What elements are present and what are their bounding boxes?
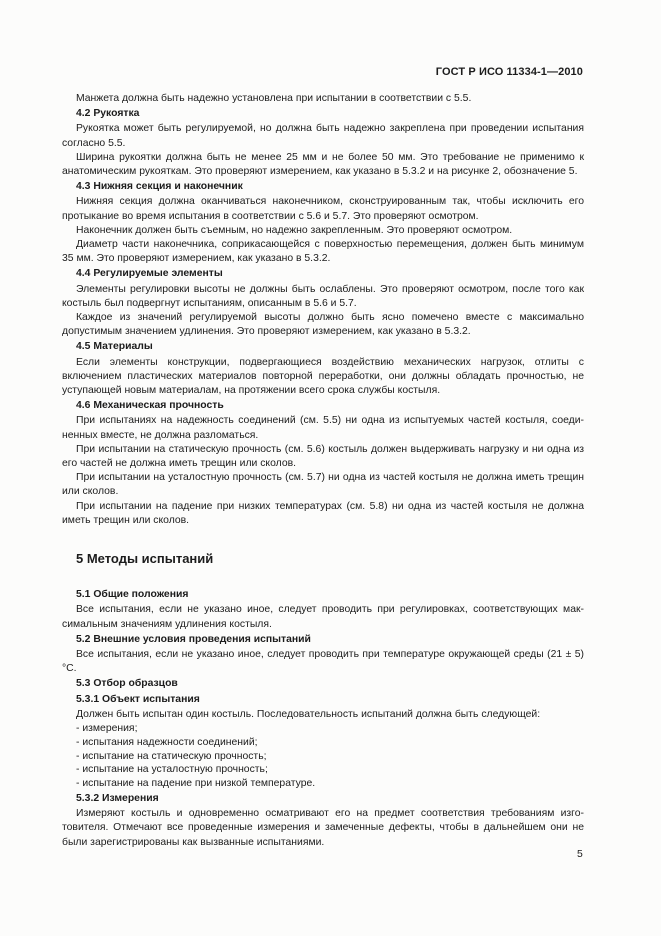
paragraph: Ширина рукоятки должна быть не менее 25 мм и не более 50 мм. Это требование не применимо к анатомическим рукояткам. Это проверяют измерением, как указано в 5.3.2 и на рисунке 2, обозначение 5. [62,151,584,178]
paragraph: Все испытания, если не указано иное, следует проводить при температуре окружающей среды (21 ± 5) °С. [62,648,584,675]
heading-5-2: 5.2 Внешние условия проведения испытаний [76,633,311,645]
list-item: - испытание на падение при низкой температуре. [76,778,316,790]
heading-4-3: 4.3 Нижняя секция и наконечник [76,181,243,193]
paragraph: Наконечник должен быть съемным, но надежно закрепленным. Это проверяют осмотром. [76,224,513,236]
paragraph: При испытании на падение при низких температурах (см. 5.8) ни одна из частей костыля не должна иметь трещин или сколов. [62,500,584,526]
paragraph-4-1-tail: Манжета должна быть надежно установлена при испытании в соответствии с 5.5. [76,93,472,104]
heading-5-3-1: 5.3.1 Объект испытания [76,693,200,705]
paragraph: Должен быть испытан один костыль. Последовательность испытаний должна быть следующей: [76,708,541,720]
heading-4-2: 4.2 Рукоятка [76,108,140,120]
heading-5: 5 Методы испытаний [76,551,214,567]
paragraph: При испытании на усталостную прочность (см. 5.7) ни одна из частей костыля не должна иметь трещин или сколов. [62,472,584,498]
paragraph: Все испытания, если не указано иное, следует проводить при регулировках, соответствующих максимальным значениям удлинения костыля. [62,604,584,630]
heading-4-5: 4.5 Материалы [76,341,153,353]
paragraph: При испытании на статическую прочность (см. 5.6) костыль должен выдерживать нагрузку и ни одна из его частей не должна иметь трещин или сколов. [62,443,584,470]
list-item: - испытание на статическую прочность; [76,750,267,762]
heading-4-6: 4.6 Механическая прочность [76,400,224,412]
page-content [62,92,584,850]
paragraph: Каждое из значений регулируемой высоты должно быть ясно помечено вместе с максимально допустимым значением удлинения. Это проверяют измерением, как указано в 5.3.2. [62,312,584,338]
heading-4-4: 4.4 Регулируемые элементы [76,268,223,280]
paragraph: Диаметр части наконечника, соприкасающейся с поверхностью перемещения, должен быть минимум 35 мм. Это проверяют измерением, как указано в 5.3.2. [62,239,584,265]
paragraph: Измеряют костыль и одновременно осматривают его на предмет соответствия требованиям изготовителя. Отмечают все проведенные измерения и замеченные дефекты, чтобы в дальнейшем они не были зарегистрированы как вызванные испытаниями. [62,808,584,848]
heading-5-3-2: 5.3.2 Измерения [76,792,159,804]
list-item: - испытание на усталостную прочность; [76,764,268,776]
paragraph: Элементы регулировки высоты не должны быть ослаблены. Это проверяют осмотром, после того как костыль был подвергнут испытаниям, описанным в 5.6 и 5.7. [62,283,584,309]
paragraph: При испытаниях на надежность соединений (см. 5.5) ни одна из испытуемых частей костыля, соединенных вместе, не должна разломаться. [62,415,584,441]
heading-5-3: 5.3 Отбор образцов [76,678,178,690]
paragraph: Рукоятка может быть регулируемой, но должна быть надежно закреплена при проведении испытания согласно 5.5. [62,123,584,149]
list-item: - испытания надежности соединений; [76,736,258,748]
list-item: - измерения; [76,722,138,734]
paragraph: Если элементы конструкции, подвергающиеся воздействию механических нагрузок, отлиты с включением пластических материалов повторной переработки, они должны обладать прочностью, не уступающей новым материалам, на протяжении всего срока службы костыля. [62,356,584,397]
heading-5-1: 5.1 Общие положения [76,589,189,601]
standard-designation: ГОСТ Р ИСО 11334-1—2010 [435,66,583,78]
page-number: 5 [577,849,583,860]
paragraph: Нижняя секция должна оканчиваться наконечником, сконструированным так, чтобы исключить его протыкание во время испытания в соответствии с 5.6 и 5.7. Это проверяют осмотром. [62,196,584,222]
